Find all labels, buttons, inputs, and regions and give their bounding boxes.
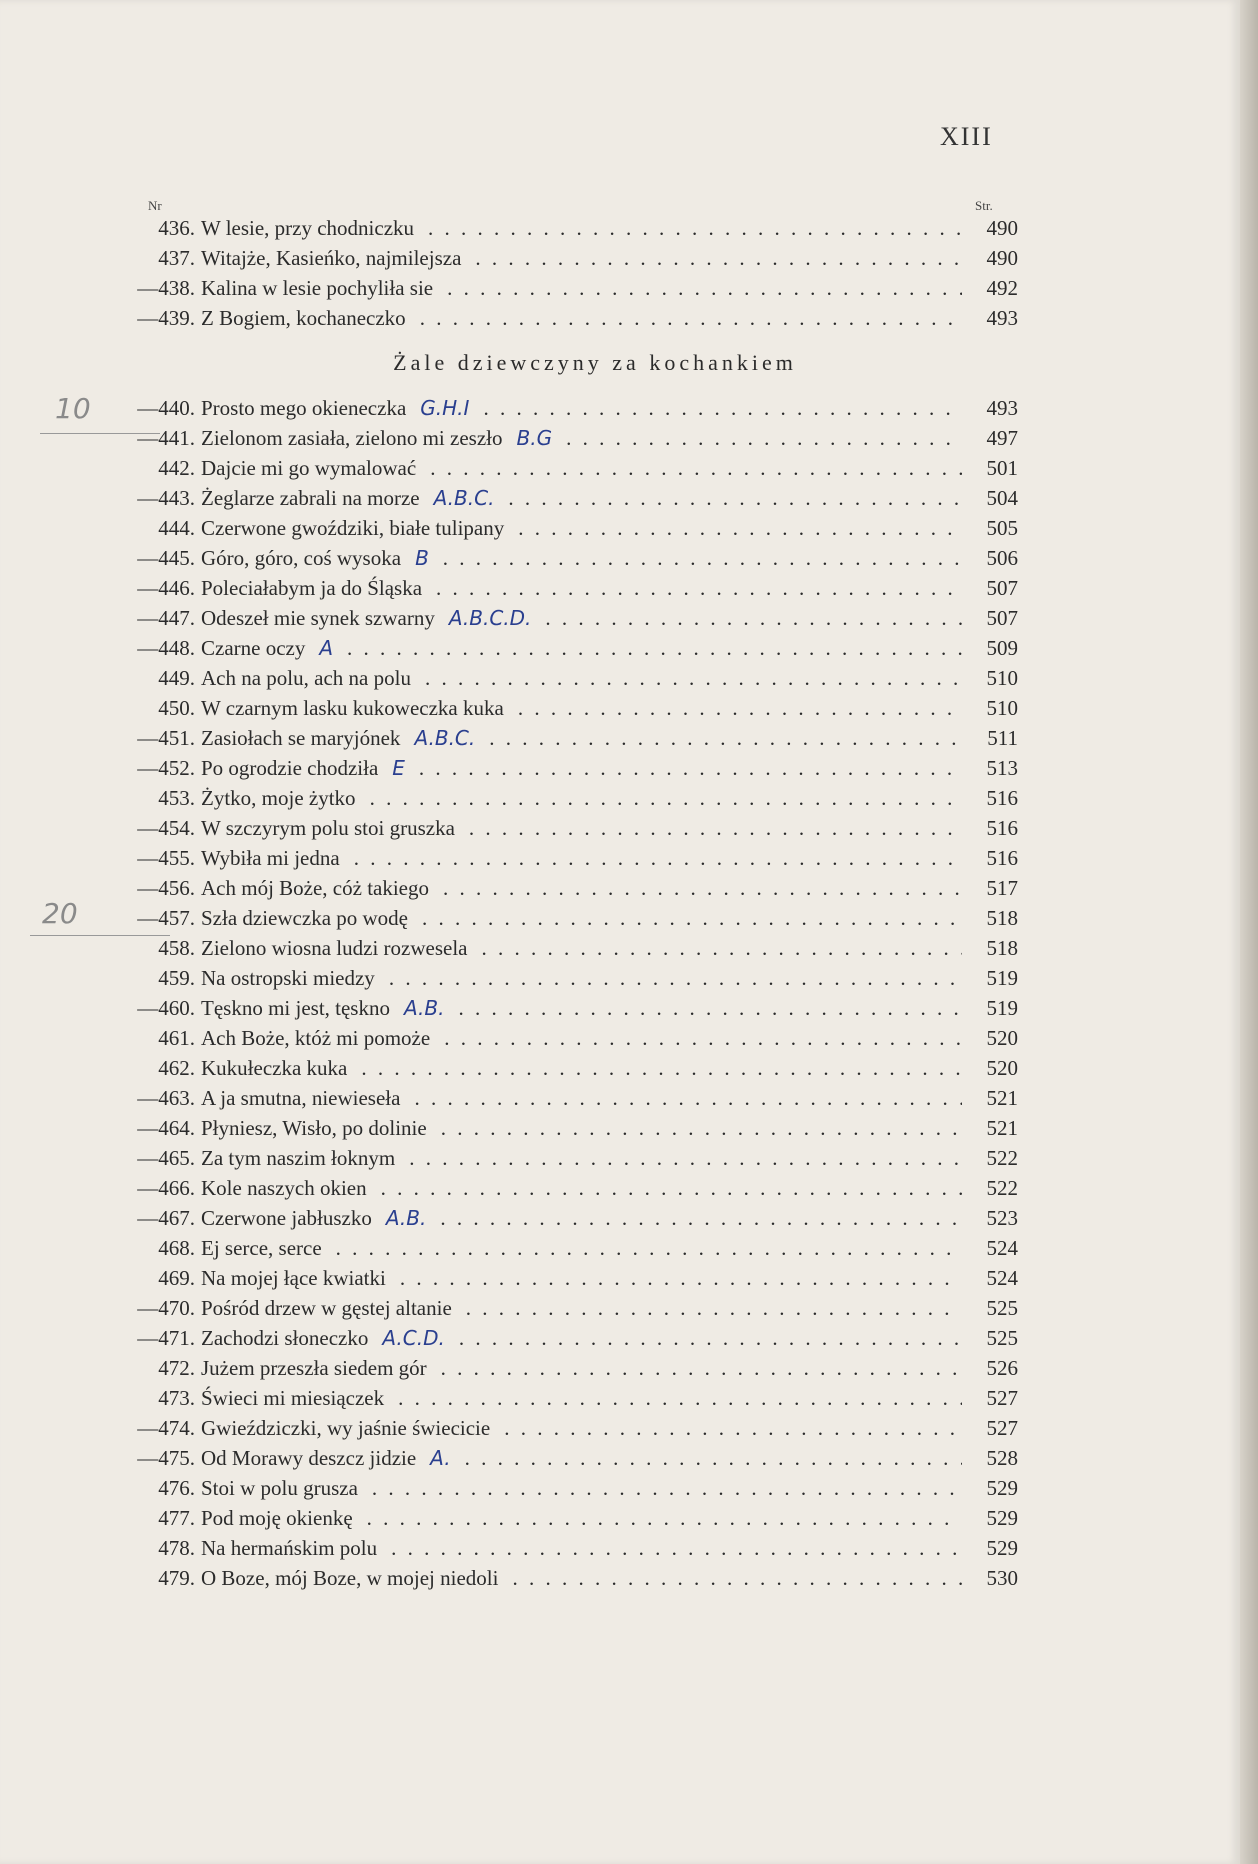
entry-title: Jużem przeszła siedem gór (201, 1356, 431, 1380)
entry-title-wrap (201, 783, 1008, 813)
entry-page: 507 (962, 573, 1018, 603)
entry-title: Pośród drzew w gęstej altanie (201, 1296, 456, 1320)
entry-title-wrap (201, 453, 1008, 483)
entry-title-wrap (201, 543, 1008, 573)
entry-page: 528 (962, 1443, 1018, 1473)
entry-title: Czarne oczy (201, 636, 309, 660)
entry-page: 529 (962, 1503, 1018, 1533)
entry-number: —439. (137, 306, 195, 330)
entry-title-wrap (201, 423, 1008, 453)
entry-title-wrap (201, 663, 1008, 693)
toc-entry (100, 1323, 1018, 1353)
entry-title-wrap (201, 1173, 1008, 1203)
entry-page: 523 (962, 1203, 1018, 1233)
entry-number: —452. (137, 756, 195, 780)
entry-title: Kole naszych okien (201, 1176, 371, 1200)
entry-number: 459. (158, 966, 195, 990)
entry-title-wrap (201, 303, 1008, 333)
entry-page: 513 (962, 753, 1018, 783)
handwritten-annotation: A.B.C. (424, 486, 499, 510)
toc-entry (100, 1083, 1018, 1113)
entry-title-wrap (201, 1263, 1008, 1293)
toc-entry (100, 603, 1018, 633)
toc-entry (100, 273, 1018, 303)
entry-number: 444. (158, 516, 195, 540)
toc-entry (100, 783, 1018, 813)
toc-entry (100, 753, 1018, 783)
entry-title: Poleciałabym ja do Śląska (201, 576, 426, 600)
toc-entry (100, 873, 1018, 903)
entry-title: W lesie, przy chodniczku (201, 216, 418, 240)
toc-entry (100, 423, 1018, 453)
toc-entry (100, 1173, 1018, 1203)
column-header-str: Str. (975, 198, 993, 213)
entry-title-wrap (201, 573, 1008, 603)
page-edge (1240, 0, 1258, 1864)
entry-page: 516 (962, 783, 1018, 813)
entry-page: 507 (962, 603, 1018, 633)
entry-page: 493 (962, 303, 1018, 333)
entry-number: —455. (137, 846, 195, 870)
entry-title-wrap (201, 273, 1008, 303)
toc-entry (100, 1143, 1018, 1173)
entry-title: Zielono wiosna ludzi rozwesela (201, 936, 472, 960)
entry-number: —448. (137, 636, 195, 660)
entry-title-wrap (201, 993, 1008, 1023)
entry-title: O Boze, mój Boze, w mojej niedoli (201, 1566, 502, 1590)
entry-title: Tęskno mi jest, tęskno (201, 996, 394, 1020)
entry-page: 526 (962, 1353, 1018, 1383)
entry-title-wrap (201, 903, 1008, 933)
entry-number: —440. (137, 396, 195, 420)
entry-page: 522 (962, 1173, 1018, 1203)
entry-title: Zachodzi słoneczko (201, 1326, 372, 1350)
entry-title: Stoi w polu grusza (201, 1476, 362, 1500)
entry-title-wrap (201, 813, 1008, 843)
handwritten-annotation: A (309, 636, 337, 660)
entry-page: 530 (962, 1563, 1018, 1593)
entry-title-wrap (201, 753, 1008, 783)
entry-page: 516 (962, 843, 1018, 873)
entry-page: 511 (962, 723, 1018, 753)
entry-page: 520 (962, 1053, 1018, 1083)
entry-page: 490 (962, 243, 1018, 273)
entry-title-wrap (201, 1143, 1008, 1173)
toc-entry (100, 813, 1018, 843)
entry-title: Czerwone jabłuszko (201, 1206, 376, 1230)
entry-page: 520 (962, 1023, 1018, 1053)
entry-title: Góro, góro, coś wysoka (201, 546, 405, 570)
entry-page: 497 (962, 423, 1018, 453)
entry-number: —441. (137, 426, 195, 450)
entry-title: Dajcie mi go wymalować (201, 456, 420, 480)
entry-title-wrap (201, 1053, 1008, 1083)
entry-number: 461. (158, 1026, 195, 1050)
entry-number: —460. (137, 996, 195, 1020)
entry-title: A ja smutna, niewieseła (201, 1086, 404, 1110)
page-number: XIII (940, 122, 993, 151)
entry-number: —464. (137, 1116, 195, 1140)
entry-title: Zasiołach se maryjónek (201, 726, 404, 750)
table-of-contents (100, 213, 1018, 1593)
toc-entry (100, 1113, 1018, 1143)
entry-title-wrap (201, 1293, 1008, 1323)
entry-title-wrap (201, 963, 1008, 993)
toc-entry (100, 843, 1018, 873)
entry-title-wrap (201, 633, 1008, 663)
toc-entry (100, 1443, 1018, 1473)
entry-number: —475. (137, 1446, 195, 1470)
entry-number: 473. (158, 1386, 195, 1410)
entry-title: Po ogrodzie chodziła (201, 756, 382, 780)
entry-title-wrap (201, 1113, 1008, 1143)
entry-title-wrap (201, 723, 1008, 753)
toc-entry (100, 1203, 1018, 1233)
toc-entry (100, 1503, 1018, 1533)
toc-entry (100, 1353, 1018, 1383)
entry-title: Żytko, moje żytko (201, 786, 360, 810)
entry-title: Za tym naszim łoknym (201, 1146, 399, 1170)
entry-number: —443. (137, 486, 195, 510)
entry-title-wrap (201, 603, 1008, 633)
entry-page: 510 (962, 663, 1018, 693)
entry-number: 442. (158, 456, 195, 480)
toc-entry (100, 393, 1018, 423)
toc-entry (100, 1533, 1018, 1563)
entry-page: 517 (962, 873, 1018, 903)
entry-title: Odeszeł mie synek szwarny (201, 606, 439, 630)
entry-title: Świeci mi miesiączek (201, 1386, 388, 1410)
entry-title-wrap (201, 1533, 1008, 1563)
entry-number: —451. (137, 726, 195, 750)
toc-entry (100, 453, 1018, 483)
entry-number: —445. (137, 546, 195, 570)
entry-title: Witajże, Kasieńko, najmilejsza (201, 246, 465, 270)
entry-title: Z Bogiem, kochaneczko (201, 306, 410, 330)
entry-page: 518 (962, 903, 1018, 933)
entry-page: 525 (962, 1293, 1018, 1323)
entry-title: Ej serce, serce (201, 1236, 326, 1260)
toc-entry (100, 303, 1018, 333)
handwritten-annotation: A.B. (376, 1206, 431, 1230)
entry-title: Czerwone gwoździki, białe tulipany (201, 516, 508, 540)
entry-number: 462. (158, 1056, 195, 1080)
entry-number: 449. (158, 666, 195, 690)
entry-title-wrap (201, 1203, 1008, 1233)
handwritten-annotation: A.B. (394, 996, 449, 1020)
toc-entry (100, 693, 1018, 723)
entry-title-wrap (201, 1083, 1008, 1113)
entry-page: 509 (962, 633, 1018, 663)
entry-page: 501 (962, 453, 1018, 483)
entry-number: —454. (137, 816, 195, 840)
entry-title: Na ostropski miedzy (201, 966, 379, 990)
handwritten-annotation: E (382, 756, 409, 780)
toc-entry (100, 723, 1018, 753)
entry-page: 521 (962, 1113, 1018, 1143)
entry-number: —467. (137, 1206, 195, 1230)
entry-title-wrap (201, 843, 1008, 873)
entry-title-wrap (201, 1233, 1008, 1263)
toc-entry (100, 1263, 1018, 1293)
entry-number: —447. (137, 606, 195, 630)
entry-page: 519 (962, 993, 1018, 1023)
entry-number: —471. (137, 1326, 195, 1350)
entry-page: 522 (962, 1143, 1018, 1173)
entry-page: 492 (962, 273, 1018, 303)
toc-entry (100, 1383, 1018, 1413)
entry-number: 458. (158, 936, 195, 960)
toc-main-list (100, 393, 1018, 1593)
entry-title: Na mojej łące kwiatki (201, 1266, 390, 1290)
entry-number: —438. (137, 276, 195, 300)
entry-page: 518 (962, 933, 1018, 963)
entry-page: 521 (962, 1083, 1018, 1113)
toc-entry (100, 633, 1018, 663)
toc-entry (100, 1233, 1018, 1263)
entry-page: 504 (962, 483, 1018, 513)
entry-page: 527 (962, 1383, 1018, 1413)
entry-page: 529 (962, 1533, 1018, 1563)
toc-entry (100, 573, 1018, 603)
entry-title-wrap (201, 1503, 1008, 1533)
entry-page: 510 (962, 693, 1018, 723)
entry-title: Gwieździczki, wy jaśnie świecicie (201, 1416, 494, 1440)
entry-page: 490 (962, 213, 1018, 243)
toc-entry (100, 243, 1018, 273)
entry-number: 478. (158, 1536, 195, 1560)
entry-number: 450. (158, 696, 195, 720)
toc-entry (100, 1473, 1018, 1503)
entry-number: —465. (137, 1146, 195, 1170)
margin-note-pencil: 10 (55, 392, 91, 425)
entry-number: 437. (158, 246, 195, 270)
entry-page: 519 (962, 963, 1018, 993)
entry-number: —463. (137, 1086, 195, 1110)
entry-title: Ach mój Boże, cóż takiego (201, 876, 433, 900)
toc-entry (100, 213, 1018, 243)
entry-number: —470. (137, 1296, 195, 1320)
toc-top-list (100, 213, 1018, 333)
handwritten-annotation: A. (420, 1446, 454, 1470)
toc-entry (100, 1563, 1018, 1593)
entry-title: Ach na polu, ach na polu (201, 666, 415, 690)
entry-page: 524 (962, 1233, 1018, 1263)
toc-entry (100, 663, 1018, 693)
entry-page: 506 (962, 543, 1018, 573)
entry-title-wrap (201, 933, 1008, 963)
entry-title-wrap (201, 1563, 1008, 1593)
entry-title-wrap (201, 1323, 1008, 1353)
entry-number: 468. (158, 1236, 195, 1260)
entry-number: 472. (158, 1356, 195, 1380)
entry-page: 493 (962, 393, 1018, 423)
entry-number: —457. (137, 906, 195, 930)
entry-page: 527 (962, 1413, 1018, 1443)
margin-note-pencil: 20 (42, 897, 78, 930)
toc-entry (100, 513, 1018, 543)
entry-page: 525 (962, 1323, 1018, 1353)
entry-number: 453. (158, 786, 195, 810)
entry-number: 476. (158, 1476, 195, 1500)
entry-title: Żeglarze zabrali na morze (201, 486, 424, 510)
entry-title-wrap (201, 1413, 1008, 1443)
handwritten-annotation: G.H.I (410, 396, 473, 420)
entry-number: —474. (137, 1416, 195, 1440)
entry-title-wrap (201, 693, 1008, 723)
entry-title-wrap (201, 483, 1008, 513)
entry-title-wrap (201, 1023, 1008, 1053)
handwritten-annotation: A.B.C.D. (439, 606, 536, 630)
entry-title: Szła dziewczka po wodę (201, 906, 412, 930)
entry-title: Na hermańskim polu (201, 1536, 381, 1560)
handwritten-annotation: A.C.D. (372, 1326, 449, 1350)
entry-title-wrap (201, 873, 1008, 903)
entry-title: W szczyrym polu stoi gruszka (201, 816, 459, 840)
column-header-nr: Nr (148, 198, 162, 213)
handwritten-annotation: B (405, 546, 433, 570)
entry-number: —456. (137, 876, 195, 900)
entry-number: 436. (158, 216, 195, 240)
toc-entry (100, 903, 1018, 933)
entry-title-wrap (201, 1473, 1008, 1503)
entry-title-wrap (201, 1383, 1008, 1413)
toc-entry (100, 483, 1018, 513)
handwritten-annotation: A.B.C. (404, 726, 479, 750)
entry-number: 479. (158, 1566, 195, 1590)
toc-entry (100, 1413, 1018, 1443)
entry-title-wrap (201, 243, 1008, 273)
toc-entry (100, 993, 1018, 1023)
entry-title: Pod moję okienkę (201, 1506, 357, 1530)
entry-title-wrap (201, 513, 1008, 543)
entry-number: —446. (137, 576, 195, 600)
entry-title: Zielonom zasiała, zielono mi zeszło (201, 426, 506, 450)
entry-number: 477. (158, 1506, 195, 1530)
entry-number: 469. (158, 1266, 195, 1290)
entry-title: Od Morawy deszcz jidzie (201, 1446, 420, 1470)
entry-title: W czarnym lasku kukoweczka kuka (201, 696, 508, 720)
entry-title: Wybiła mi jedna (201, 846, 344, 870)
entry-title: Kalina w lesie pochyliła sie (201, 276, 437, 300)
toc-entry (100, 543, 1018, 573)
toc-entry (100, 1023, 1018, 1053)
entry-title: Płyniesz, Wisło, po dolinie (201, 1116, 431, 1140)
entry-title-wrap (201, 1443, 1008, 1473)
entry-title: Prosto mego okieneczka (201, 396, 410, 420)
entry-title: Ach Boże, któż mi pomoże (201, 1026, 434, 1050)
entry-title-wrap (201, 213, 1008, 243)
entry-page: 524 (962, 1263, 1018, 1293)
entry-page: 529 (962, 1473, 1018, 1503)
entry-page: 516 (962, 813, 1018, 843)
entry-page: 505 (962, 513, 1018, 543)
entry-number: —466. (137, 1176, 195, 1200)
toc-entry (100, 963, 1018, 993)
entry-title: Kukułeczka kuka (201, 1056, 351, 1080)
toc-entry (100, 933, 1018, 963)
toc-entry (100, 1293, 1018, 1323)
toc-entry (100, 1053, 1018, 1083)
section-title: Żale dziewczyny za kochankiem (393, 350, 797, 375)
entry-title-wrap (201, 393, 1008, 423)
entry-title-wrap (201, 1353, 1008, 1383)
handwritten-annotation: B.G (506, 426, 556, 450)
